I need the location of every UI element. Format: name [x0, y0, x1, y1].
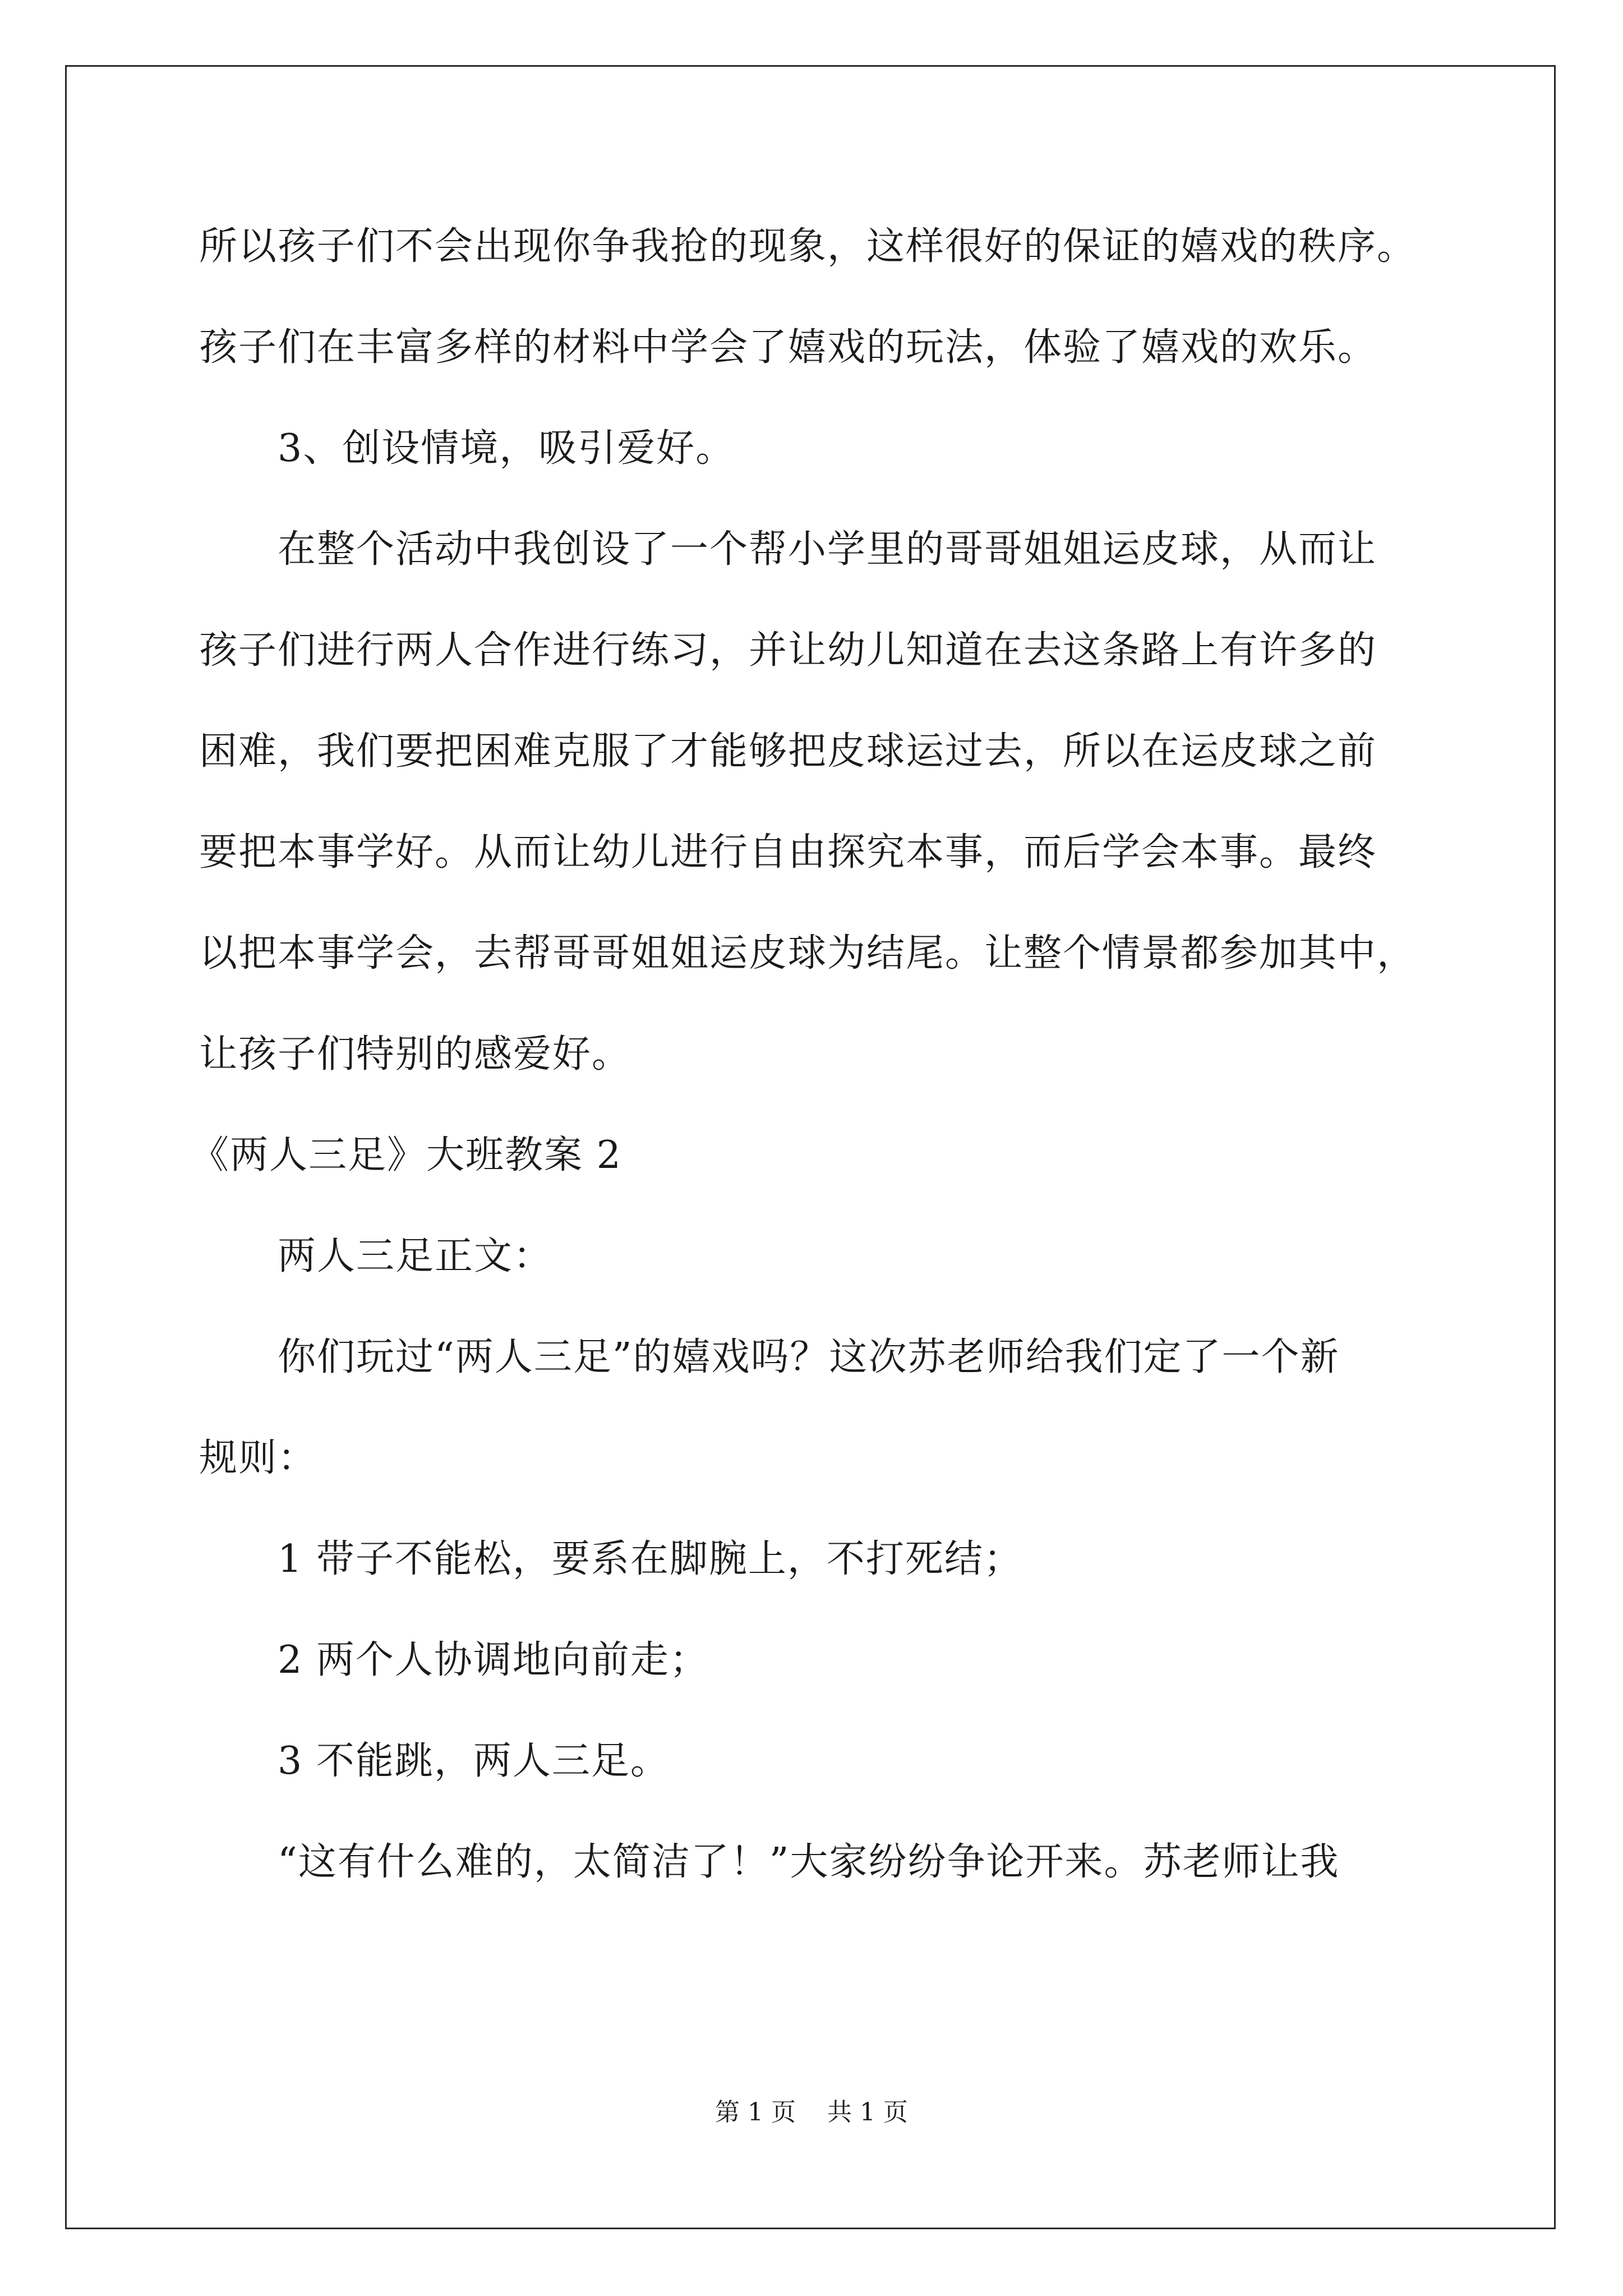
rule-item-1: 1 带子不能松，要系在脚腕上，不打死结；: [278, 1537, 1023, 1581]
section-heading: 3、创设情境，吸引爱好。: [278, 426, 735, 471]
body-line-6: 困难，我们要把困难克服了才能够把皮球运过去，所以在运皮球之前: [199, 729, 1377, 774]
document-title: 《两人三足》大班教案 2: [191, 1133, 622, 1177]
body-line-7: 要把本事学好。从而让幼儿进行自由探究本事，而后学会本事。最终: [199, 830, 1377, 875]
body-line-2: 孩子们在丰富多样的材料中学会了嬉戏的玩法，体验了嬉戏的欢乐。: [199, 325, 1377, 370]
body-line-8: 以把本事学会，去帮哥哥姐姐运皮球为结尾。让整个情景都参加其中，: [199, 931, 1417, 976]
body-line-11: 两人三足正文：: [278, 1234, 553, 1278]
rule-item-3: 3 不能跳，两人三足。: [278, 1739, 670, 1783]
body-line-1: 所以孩子们不会出现你争我抢的现象，这样很好的保证的嬉戏的秩序。: [199, 224, 1417, 269]
body-line-4: 在整个活动中我创设了一个帮小学里的哥哥姐姐运皮球，从而让: [278, 527, 1377, 572]
body-line-9: 让孩子们特别的感爱好。: [199, 1032, 631, 1076]
page-footer: 第 1 页 共 1 页: [715, 2098, 908, 2127]
rule-item-2: 2 两个人协调地向前走；: [278, 1638, 709, 1682]
body-line-17: “这有什么难的，太简洁了！”大家纷纷争论开来。苏老师让我: [278, 1840, 1340, 1884]
body-line-5: 孩子们进行两人合作进行练习，并让幼儿知道在去这条路上有许多的: [199, 628, 1377, 673]
body-line-13: 规则：: [199, 1436, 317, 1480]
body-line-12: 你们玩过“两人三足”的嬉戏吗？这次苏老师给我们定了一个新: [278, 1335, 1340, 1379]
